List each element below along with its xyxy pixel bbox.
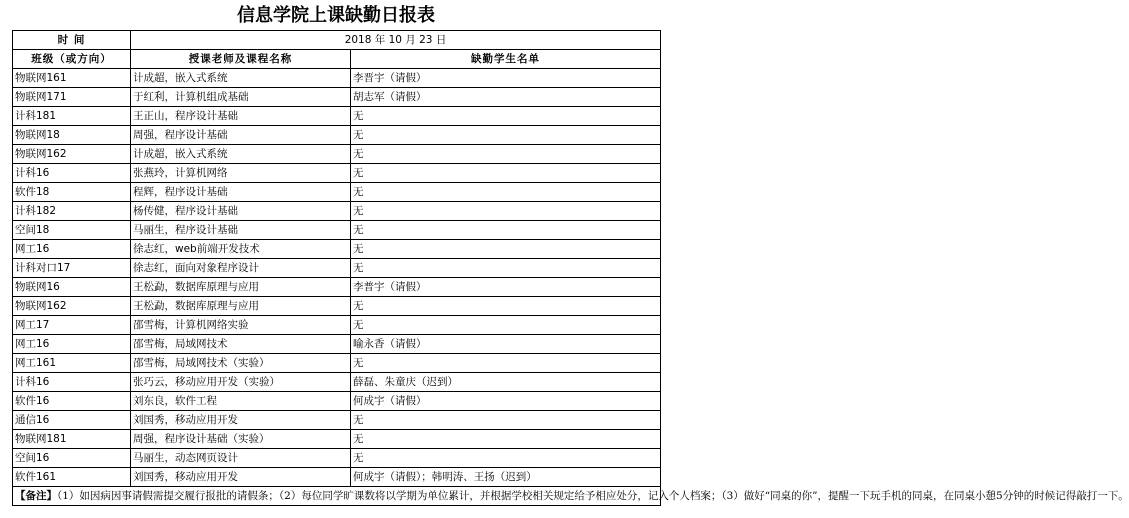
cell-teacher-course: 王正山，程序设计基础 <box>131 107 351 126</box>
cell-teacher-course: 周强，程序设计基础（实验） <box>131 430 351 449</box>
table-row <box>13 164 661 183</box>
cell-absent: 无 <box>351 221 661 240</box>
cell-teacher-course: 王松勐，数据库原理与应用 <box>131 297 351 316</box>
cell-absent: 无 <box>351 430 661 449</box>
cell-class: 物联网161 <box>13 69 131 88</box>
cell-absent: 李普宇（请假） <box>351 278 661 297</box>
table-row <box>13 468 661 487</box>
cell-absent: 无 <box>351 145 661 164</box>
cell-absent: 无 <box>351 107 661 126</box>
cell-class: 网工161 <box>13 354 131 373</box>
table-row <box>13 354 661 373</box>
table-row <box>13 316 661 335</box>
cell-absent: 无 <box>351 316 661 335</box>
cell-teacher-course: 徐志红，面向对象程序设计 <box>131 259 351 278</box>
cell-class: 空间16 <box>13 449 131 468</box>
table-row <box>13 411 661 430</box>
cell-absent: 李晋宇（请假） <box>351 69 661 88</box>
cell-class: 计科182 <box>13 202 131 221</box>
cell-absent: 无 <box>351 297 661 316</box>
table-row <box>13 392 661 411</box>
cell-absent: 无 <box>351 240 661 259</box>
cell-absent: 胡志军（请假） <box>351 88 661 107</box>
table-row <box>13 373 661 392</box>
cell-absent: 无 <box>351 354 661 373</box>
cell-teacher-course: 刘东良，软件工程 <box>131 392 351 411</box>
date-row <box>13 31 661 50</box>
table-row <box>13 240 661 259</box>
cell-class: 物联网18 <box>13 126 131 145</box>
cell-class: 计科16 <box>13 164 131 183</box>
cell-teacher-course: 马丽生，程序设计基础 <box>131 221 351 240</box>
teacher-course-header: 授课老师及课程名称 <box>131 50 351 69</box>
absent-header: 缺勤学生名单 <box>351 50 661 69</box>
cell-class: 软件161 <box>13 468 131 487</box>
table-row <box>13 69 661 88</box>
cell-absent: 何成宇（请假）；韩明涛、王扬（迟到） <box>351 468 661 487</box>
table-row <box>13 145 661 164</box>
table-row <box>13 88 661 107</box>
cell-class: 网工16 <box>13 335 131 354</box>
report-date: 2018 年 10 月 23 日 <box>131 31 661 50</box>
time-label: 时 间 <box>13 31 131 50</box>
cell-absent: 无 <box>351 259 661 278</box>
cell-class: 网工16 <box>13 240 131 259</box>
report-title: 信息学院上课缺勤日报表 <box>237 5 435 26</box>
table-row <box>13 221 661 240</box>
cell-absent: 无 <box>351 411 661 430</box>
cell-absent: 无 <box>351 449 661 468</box>
table-row <box>13 259 661 278</box>
cell-absent: 薛磊、朱童庆（迟到） <box>351 373 661 392</box>
note-text: （1）如因病因事请假需提交履行报批的请假条；（2）每位同学旷课数将以学期为单位累计，并根据学校相关规定给予相应处分，记入个人档案；（3）做好“同桌的你”，提醒一下玩手机的同桌，在同桌小憩5分钟的时候记得敲打一下。 <box>57 489 1129 502</box>
cell-teacher-course: 邵雪梅，计算机网络实验 <box>131 316 351 335</box>
table-row <box>13 107 661 126</box>
attendance-table <box>12 30 1129 506</box>
note-cell <box>13 487 1129 506</box>
cell-teacher-course: 张燕玲，计算机网络 <box>131 164 351 183</box>
cell-class: 物联网171 <box>13 88 131 107</box>
note-label: 【备注】 <box>15 489 57 502</box>
cell-class: 计科16 <box>13 373 131 392</box>
cell-absent: 无 <box>351 126 661 145</box>
cell-teacher-course: 周强，程序设计基础 <box>131 126 351 145</box>
cell-teacher-course: 于红利，计算机组成基础 <box>131 88 351 107</box>
cell-teacher-course: 徐志红，web前端开发技术 <box>131 240 351 259</box>
cell-class: 软件18 <box>13 183 131 202</box>
cell-teacher-course: 马丽生，动态网页设计 <box>131 449 351 468</box>
cell-class: 物联网16 <box>13 278 131 297</box>
table-row <box>13 449 661 468</box>
cell-teacher-course: 张巧云，移动应用开发（实验） <box>131 373 351 392</box>
cell-class: 物联网162 <box>13 297 131 316</box>
table-row <box>13 126 661 145</box>
cell-absent: 无 <box>351 202 661 221</box>
cell-absent: 无 <box>351 164 661 183</box>
cell-class: 通信16 <box>13 411 131 430</box>
cell-teacher-course: 杨传健，程序设计基础 <box>131 202 351 221</box>
cell-teacher-course: 刘国秀，移动应用开发 <box>131 468 351 487</box>
class-header: 班级（或方向） <box>13 50 131 69</box>
table-row <box>13 183 661 202</box>
cell-class: 网工17 <box>13 316 131 335</box>
table-row <box>13 335 661 354</box>
note-row <box>13 487 661 506</box>
cell-teacher-course: 程辉，程序设计基础 <box>131 183 351 202</box>
cell-class: 物联网181 <box>13 430 131 449</box>
table-row <box>13 202 661 221</box>
table-row <box>13 278 661 297</box>
cell-absent: 喻永香（请假） <box>351 335 661 354</box>
cell-teacher-course: 王松勐，数据库原理与应用 <box>131 278 351 297</box>
cell-class: 空间18 <box>13 221 131 240</box>
table-row <box>13 297 661 316</box>
cell-teacher-course: 计成超，嵌入式系统 <box>131 145 351 164</box>
cell-class: 计科181 <box>13 107 131 126</box>
cell-class: 计科对口17 <box>13 259 131 278</box>
cell-teacher-course: 邵雪梅，局域网技术 <box>131 335 351 354</box>
header-row <box>13 50 661 69</box>
cell-absent: 无 <box>351 183 661 202</box>
cell-teacher-course: 计成超，嵌入式系统 <box>131 69 351 88</box>
cell-class: 物联网162 <box>13 145 131 164</box>
cell-class: 软件16 <box>13 392 131 411</box>
cell-teacher-course: 刘国秀，移动应用开发 <box>131 411 351 430</box>
cell-teacher-course: 邵雪梅，局域网技术（实验） <box>131 354 351 373</box>
cell-absent: 何成宇（请假） <box>351 392 661 411</box>
table-row <box>13 430 661 449</box>
